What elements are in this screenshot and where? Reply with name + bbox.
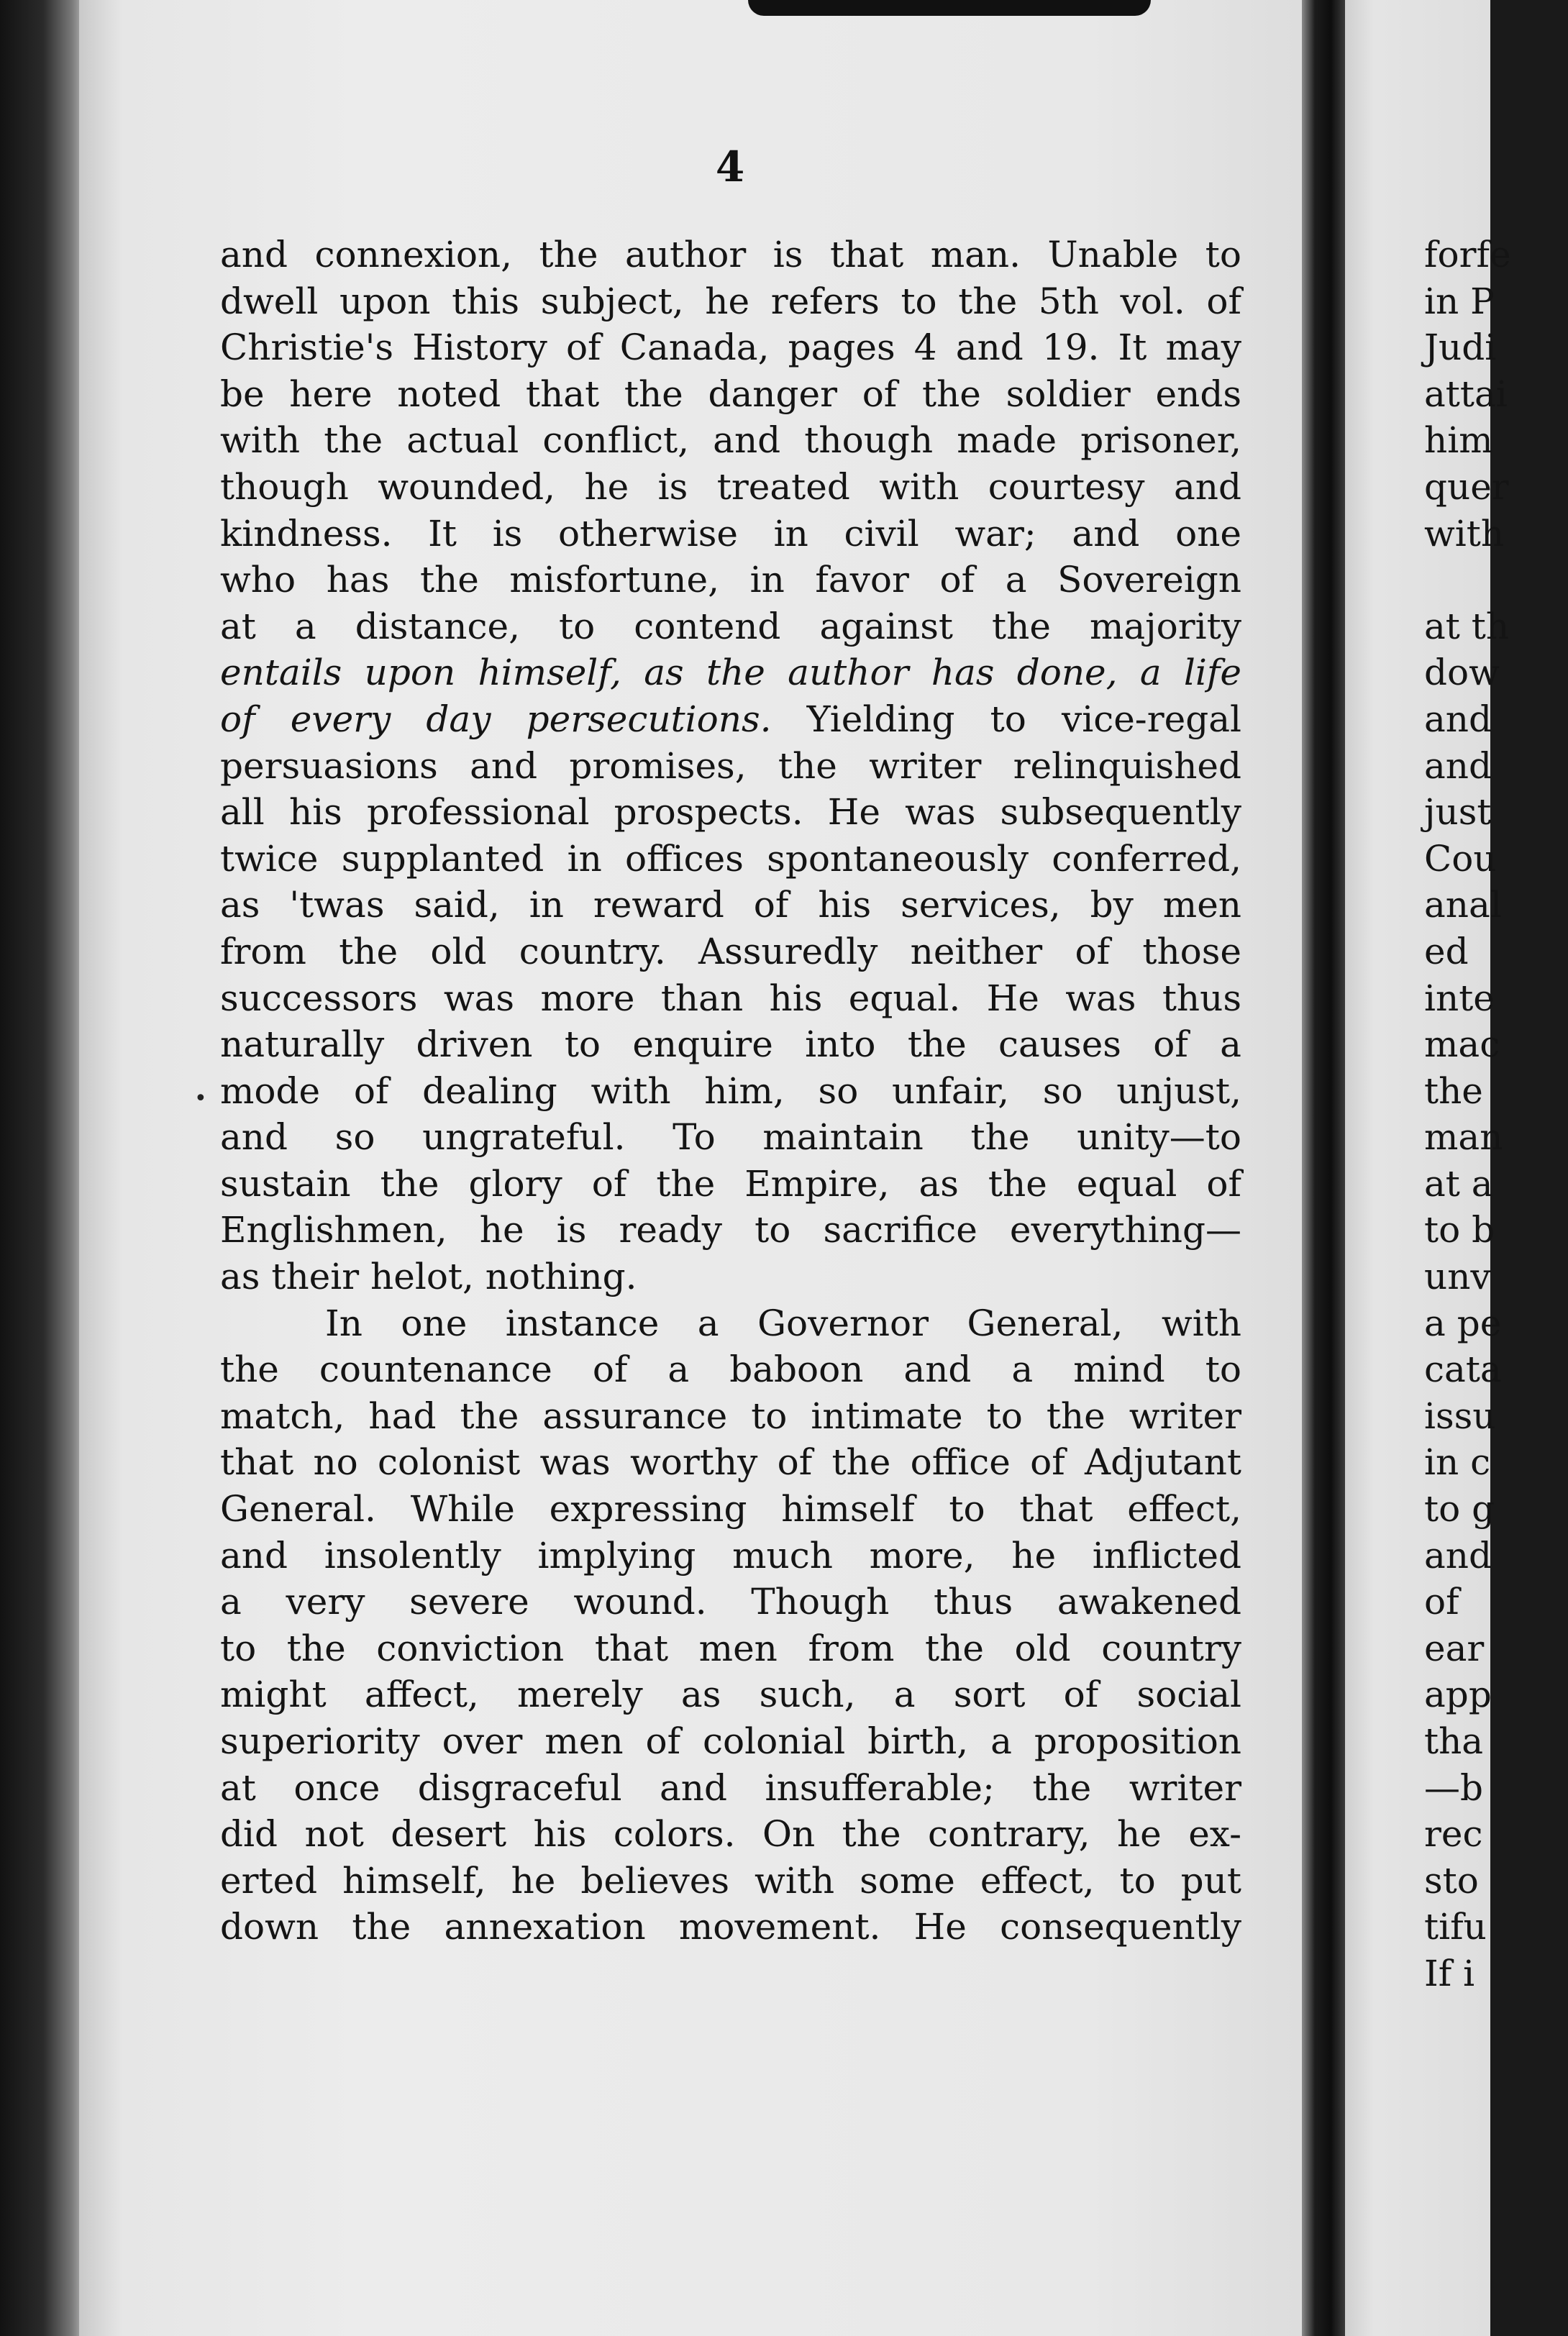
facing-fragment: just [1424,791,1492,834]
facing-fragment: ed [1424,930,1469,972]
facing-fragment: man [1424,1116,1503,1159]
binding-top-shadow [748,0,1151,16]
text-line: with the actual conflict, and though made prisoner, [220,419,1241,462]
facing-fragment: tha [1424,1720,1484,1762]
roman-text: Yielding to vice-regal [771,698,1242,740]
text-line: did not desert his colors. On the contrary, he ex- [220,1813,1241,1856]
facing-fragment: to g [1424,1488,1495,1530]
text-line: twice supplanted in offices spontaneously conferred, [220,837,1241,880]
text-line: erted himself, he believes with some effect, to put [220,1859,1241,1902]
facing-fragment: forfe [1424,234,1511,275]
text-line: who has the misfortune, in favor of a Sovereign [220,559,1241,601]
text-line: and so ungrateful. To maintain the unity—to [220,1116,1241,1159]
scan-left-edge [0,0,86,2336]
facing-fragment: If i [1424,1952,1475,1994]
facing-fragment: issu [1424,1395,1496,1437]
italic-text: entails upon himself, as the author has done, a life [220,652,1241,694]
text-line: all his professional prospects. He was subsequently [220,791,1241,834]
facing-fragment: and [1424,744,1492,787]
main-text-block [220,232,1241,1951]
facing-fragment: of [1424,1581,1459,1623]
facing-fragment: ear [1424,1627,1485,1669]
text-line: mode of dealing with him, so unfair, so unjust, [220,1069,1241,1112]
margin-mark: • [194,1086,207,1111]
text-line: and insolently implying much more, he inflicted [220,1534,1241,1577]
facing-fragment: cata [1424,1349,1502,1391]
paragraph-end-line: as their helot, nothing. [220,1256,637,1298]
facing-fragment: anal [1424,884,1502,926]
text-line: the countenance of a baboon and a mind to [220,1349,1241,1391]
facing-fragment: in c [1424,1441,1491,1484]
page-number: 4 [715,142,745,191]
italic-text: of every day persecutions. [220,698,772,740]
facing-fragment: at a [1424,1162,1493,1205]
text-line: match, had the assurance to intimate to the writer [220,1395,1241,1437]
facing-fragment: —b [1424,1766,1484,1809]
text-line: sustain the glory of the Empire, as the equal of [220,1162,1241,1205]
facing-fragment: unv [1424,1256,1491,1298]
text-line: down the annexation movement. He consequently [220,1906,1241,1948]
facing-fragment: and [1424,1534,1492,1577]
facing-fragment: tifu [1424,1906,1487,1948]
text-line: successors was more than his equal. He was thus [220,977,1241,1019]
facing-fragment: attai [1424,373,1508,415]
text-line: might affect, merely as such, a sort of social [220,1674,1241,1716]
facing-fragment: in P [1424,280,1495,322]
text-line: from the old country. Assuredly neither of those [220,930,1241,972]
facing-fragment: to b [1424,1209,1495,1251]
text-line: as 'twas said, in reward of his services, by men [220,884,1241,926]
text-line: though wounded, he is treated with courtesy and [220,465,1241,508]
text-line: to the conviction that men from the old country [220,1627,1241,1669]
facing-fragment: quer [1424,465,1509,508]
text-line: superiority over men of colonial birth, a proposition [220,1720,1241,1762]
facing-fragment: rec [1424,1813,1483,1856]
text-line: Christie's History of Canada, pages 4 and 19. It may [220,327,1241,369]
facing-fragment: with [1424,512,1505,555]
facing-fragment: him [1424,419,1493,462]
facing-fragment [1424,557,1568,603]
text-line: persuasions and promises, the writer relinquished [220,744,1241,787]
facing-fragment: sto [1424,1859,1479,1902]
text-line: dwell upon this subject, he refers to the 5th vol. of [220,280,1241,322]
facing-fragment: app [1424,1674,1492,1716]
facing-fragment: at th [1424,605,1510,647]
text-line: General. While expressing himself to that effect, [220,1488,1241,1530]
facing-fragment: mac [1424,1023,1500,1066]
text-line: naturally driven to enquire into the causes of a [220,1023,1241,1066]
facing-fragment: the [1424,1069,1483,1112]
text-line: that no colonist was worthy of the office of Adjutant [220,1441,1241,1484]
facing-page-text [1424,232,1568,1997]
facing-fragment: and [1424,698,1492,740]
paragraph-start-line: In one instance a Governor General, with [325,1302,1241,1344]
text-line: Englishmen, he is ready to sacrifice everything— [220,1209,1241,1251]
facing-fragment: dow [1424,652,1500,694]
text-line-mixed [220,696,1241,743]
text-line: be here noted that the danger of the soldier ends [220,373,1241,415]
text-line: kindness. It is otherwise in civil war; and one [220,512,1241,555]
facing-fragment: Judi [1424,327,1497,369]
text-line: a very severe wound. Though thus awakened [220,1581,1241,1623]
facing-fragment: inte [1424,977,1495,1019]
facing-fragment: a pe [1424,1302,1502,1344]
text-line: at once disgraceful and insufferable; the writer [220,1766,1241,1809]
text-line-italic [220,649,1241,696]
text-line: at a distance, to contend against the majority [220,605,1241,647]
facing-fragment: Cou [1424,837,1497,880]
text-line: and connexion, the author is that man. Unable to [220,234,1241,275]
